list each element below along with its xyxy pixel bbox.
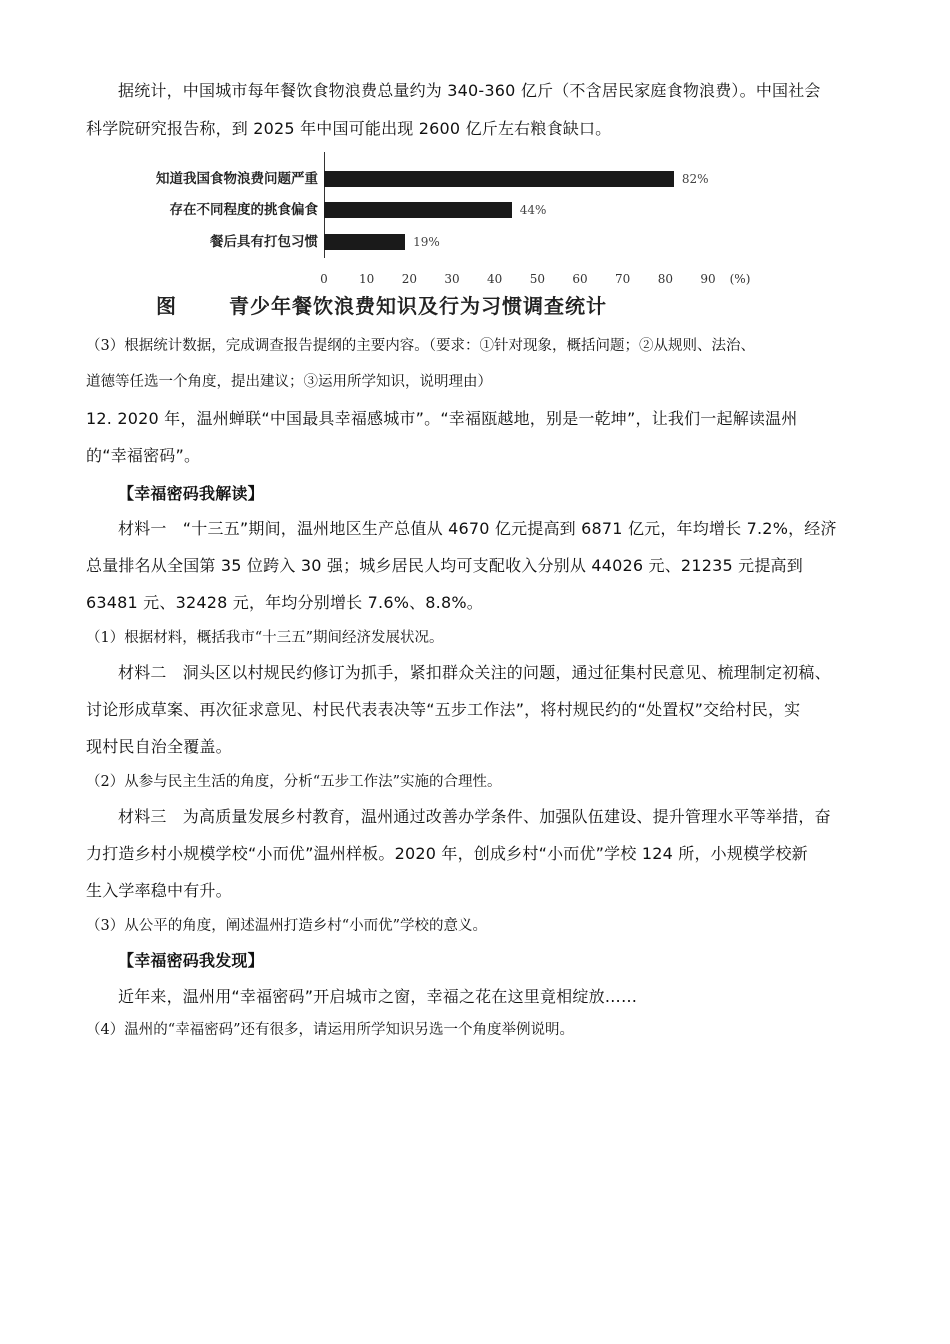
- chart-x-tick: 70: [615, 272, 631, 286]
- waste-survey-chart: [96, 152, 776, 322]
- chart-title: 青少年餐饮浪费知识及行为习惯调查统计: [228, 294, 607, 318]
- material-2-line-1: 材料二 洞头区以村规民约修订为抓手，紧扣群众关注的问题，通过征集村民意见、梳理制定初稿、: [118, 663, 831, 682]
- material-1-line-1: 材料一 “十三五”期间，温州地区生产总值从 4670 亿元提高到 6871 亿元，年均增长 7.2%，经济: [118, 519, 837, 538]
- q11-3-line-2: 道德等任选一个角度，提出建议；③运用所学知识，说明理由）: [86, 374, 492, 390]
- chart-x-tick: 20: [401, 272, 417, 286]
- question-4: （4）温州的“幸福密码”还有很多，请运用所学知识另选一个角度举例说明。: [86, 1022, 575, 1038]
- chart-unit-label: (%): [729, 272, 751, 286]
- material-2-line-2: 讨论形成草案、再次征求意见、村民代表表决等“五步工作法”，将村规民约的“处置权”交给村民，实: [86, 700, 801, 719]
- material-2-line-3: 现村民自治全覆盖。: [86, 737, 232, 756]
- question-2: （2）从参与民主生活的角度，分析“五步工作法”实施的合理性。: [86, 774, 502, 790]
- intro-line-1: 据统计，中国城市每年餐饮食物浪费总量约为 340-360 亿斤（不含居民家庭食物浪费）。中国社会: [118, 81, 821, 100]
- q12-line-2: 的“幸福密码”。: [86, 446, 201, 465]
- chart-value-label: 44%: [519, 203, 547, 217]
- material-3-line-2: 力打造乡村小规模学校“小而优”温州样板。2020 年，创成乡村“小而优”学校 124 所，小规模学校新: [86, 844, 808, 863]
- chart-x-tick: 60: [572, 272, 588, 286]
- q11-3-line-1: （3）根据统计数据，完成调查报告提纲的主要内容。（要求：①针对现象，概括问题；②从规则、法治、: [86, 338, 755, 354]
- section-interpret-heading: 【幸福密码我解读】: [118, 484, 264, 503]
- chart-category-label: 知道我国食物浪费问题严重: [156, 171, 318, 187]
- chart-bar: [324, 202, 512, 218]
- material-1-line-3: 63481 元、32428 元，年均分别增长 7.6%、8.8%。: [86, 593, 483, 612]
- material-3-line-1: 材料三 为高质量发展乡村教育，温州通过改善办学条件、加强队伍建设、提升管理水平等举措，奋: [118, 807, 831, 826]
- intro-line-2: 科学院研究报告称，到 2025 年中国可能出现 2600 亿斤左右粮食缺口。: [86, 119, 612, 138]
- question-1: （1）根据材料，概括我市“十三五”期间经济发展状况。: [86, 630, 444, 646]
- chart-x-tick: 40: [487, 272, 503, 286]
- figure-label: 图: [156, 294, 177, 318]
- chart-x-tick: 30: [444, 272, 460, 286]
- chart-x-tick: 50: [529, 272, 545, 286]
- chart-bar: [324, 171, 674, 187]
- chart-category-label: 餐后具有打包习惯: [210, 234, 318, 250]
- chart-x-tick: 80: [657, 272, 673, 286]
- chart-x-tick: 10: [359, 272, 375, 286]
- chart-caption: [156, 290, 607, 319]
- q12-line-1: 12. 2020 年，温州蝉联“中国最具幸福感城市”。“幸福瓯越地，别是一乾坤”，让我们一起解读温州: [86, 409, 798, 428]
- section-discover-heading: 【幸福密码我发现】: [118, 951, 264, 970]
- chart-category-label: 存在不同程度的挑食偏食: [169, 202, 318, 218]
- chart-value-label: 82%: [681, 172, 709, 186]
- material-4: 近年来，温州用“幸福密码”开启城市之窗，幸福之花在这里竟相绽放……: [118, 987, 638, 1006]
- chart-x-tick: 90: [700, 272, 716, 286]
- chart-x-tick: 0: [320, 272, 328, 286]
- question-3: （3）从公平的角度，阐述温州打造乡村“小而优”学校的意义。: [86, 918, 488, 934]
- material-3-line-3: 生入学率稳中有升。: [86, 881, 232, 900]
- chart-bar: [324, 234, 405, 250]
- chart-value-label: 19%: [413, 235, 440, 249]
- material-1-line-2: 总量排名从全国第 35 位跨入 30 强；城乡居民人均可支配收入分别从 44026 元、21235 元提高到: [86, 556, 803, 575]
